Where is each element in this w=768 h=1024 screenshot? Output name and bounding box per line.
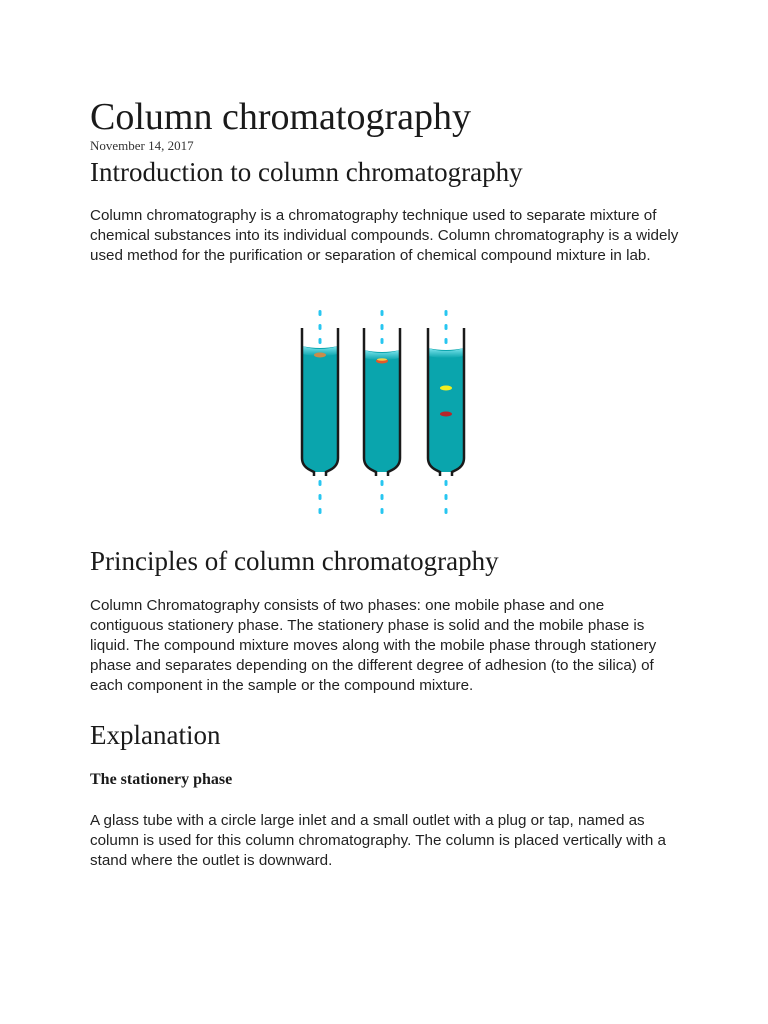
- band-orange: [314, 353, 326, 358]
- chromatography-columns-illustration: [280, 300, 480, 525]
- section-paragraph-principles: Column Chromatography consists of two phases: one mobile phase and one contiguous stationery phase. The stationery phase is solid and the mobile phase is liquid. The compound mixture moves along with the mobile phase through stationery phase and separates depending on the different degree of adhesion (to the silica) of each component in the sample or the compound mixture.: [90, 597, 657, 694]
- column-3: [428, 310, 464, 514]
- column-2: [364, 310, 400, 514]
- band-red: [440, 412, 452, 417]
- chromatography-figure: [280, 300, 480, 525]
- section-heading-introduction: Introduction to column chromatography: [90, 157, 523, 187]
- subheading-stationery-phase: The stationery phase: [90, 771, 233, 788]
- section-heading-explanation: Explanation: [90, 720, 221, 750]
- column-1: [302, 310, 338, 514]
- page-title: Column chromatography: [90, 96, 471, 138]
- section-paragraph-stationery-phase: A glass tube with a circle large inlet and a small outlet with a plug or tap, named as column is used for this column chromatography. The column is placed vertically with a stand where the outlet is downward.: [90, 812, 666, 869]
- publish-date: November 14, 2017: [90, 138, 194, 153]
- section-heading-principles: Principles of column chromatography: [90, 546, 499, 576]
- section-paragraph-introduction: Column chromatography is a chromatography technique used to separate mixture of chemical substances into its individual compounds. Column chromatography is a widely used method for the purification or separation of chemical compound mixture in lab.: [90, 207, 679, 264]
- band-yellow: [440, 386, 452, 391]
